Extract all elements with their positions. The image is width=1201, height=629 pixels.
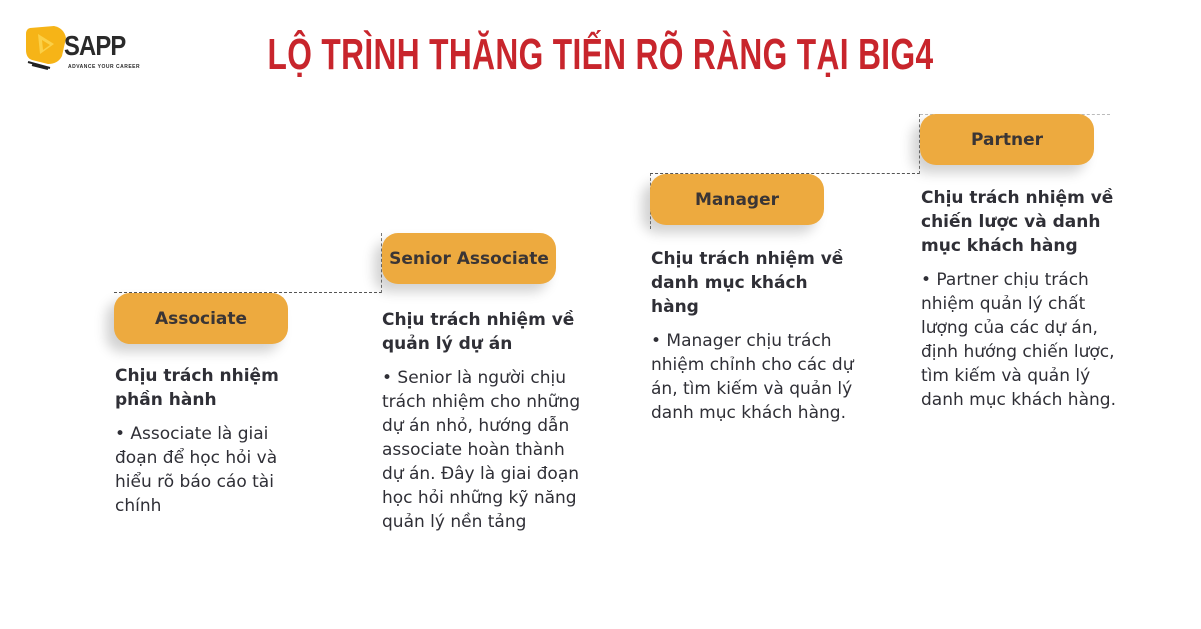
page-title: LỘ TRÌNH THĂNG TIẾN RÕ RÀNG TẠI BIG4 <box>267 30 934 79</box>
step-associate-description: • Associate là giai đoạn để học hỏi và hiểu rõ báo cáo tài chính <box>115 424 278 516</box>
step-partner-pill[interactable]: Partner <box>920 114 1094 165</box>
sapp-logo <box>24 24 141 76</box>
step-senior-associate-heading: Chịu trách nhiệm về quản lý dự án <box>382 310 575 354</box>
logo-wordmark: SAPP <box>64 30 126 61</box>
step-manager-heading: Chịu trách nhiệm về danh mục khách hàng <box>651 249 844 317</box>
step-senior-associate-content <box>382 308 587 534</box>
step-associate-pill[interactable]: Associate <box>114 293 288 344</box>
step-manager-description: • Manager chịu trách nhiệm chỉnh cho các dự án, tìm kiếm và quản lý danh mục khách hàng. <box>651 331 854 423</box>
logo-tagline: ADVANCE YOUR CAREER <box>68 64 141 70</box>
step-senior-associate-description: • Senior là người chịu trách nhiệm cho những dự án nhỏ, hướng dẫn associate hoàn thành dự án. Đây là giai đoạn học hỏi những kỹ năng quản lý nền tảng <box>382 368 581 532</box>
step-manager-content <box>651 247 856 425</box>
step-partner-content <box>921 186 1116 412</box>
step-associate-content <box>115 364 305 518</box>
step-manager-pill[interactable]: Manager <box>650 174 824 225</box>
play-logo-icon <box>24 24 68 70</box>
step-senior-associate-pill[interactable]: Senior Associate <box>382 233 556 284</box>
step-associate-heading: Chịu trách nhiệm phần hành <box>115 366 279 410</box>
step-partner-heading: Chịu trách nhiệm về chiến lược và danh mục khách hàng <box>921 188 1114 256</box>
step-partner-description: • Partner chịu trách nhiệm quản lý chất lượng của các dự án, định hướng chiến lược, tìm kiếm và quản lý danh mục khách hàng. <box>921 270 1116 410</box>
